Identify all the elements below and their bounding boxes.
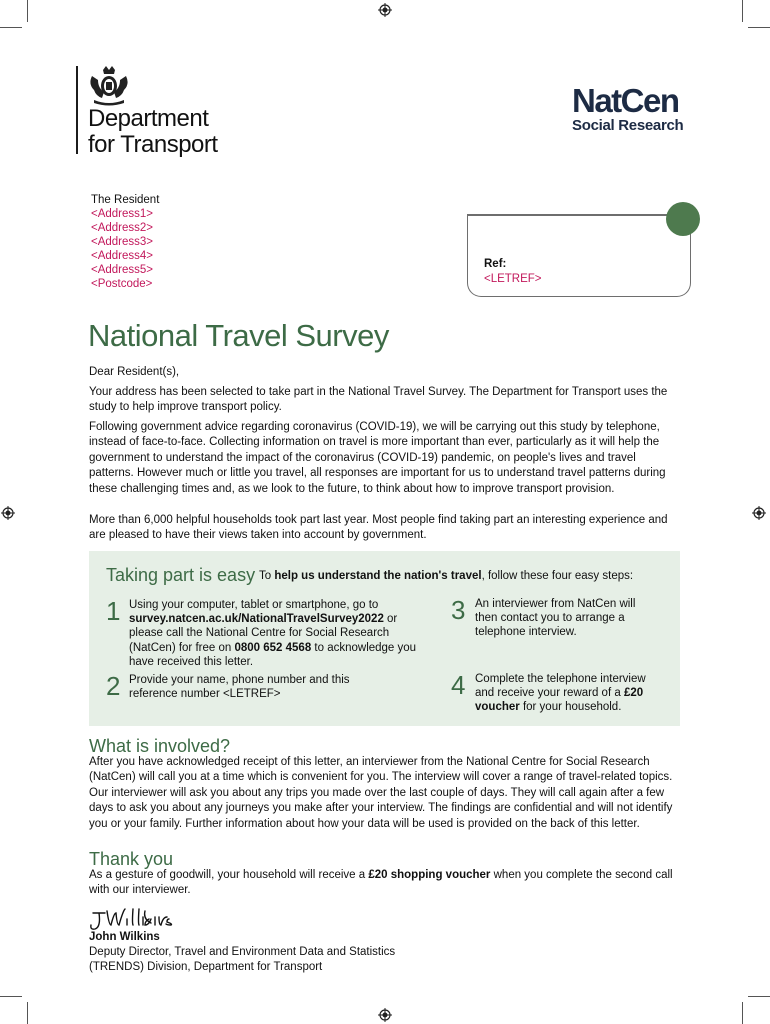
step-number: 1 (106, 596, 121, 626)
address-line: <Address3> (91, 236, 154, 248)
registration-mark-icon (378, 3, 392, 17)
involved-text: After you have acknowledged receipt of this letter, an interviewer from the National Centre for Social Research (NatCen) will call you at a time which is convenient for you. The interview will cover a range of travel-related topics. Our interviewer will ask you about any trips you made over the last couple of days. They will call again after a few days to ask you about any journeys you make after your interview. The findings are confidential and will not identify you or your family. Further information about how your data will be used is provided on the back of this letter. (89, 756, 673, 830)
natcen-logo (572, 84, 683, 134)
crop-mark (0, 27, 22, 28)
address-block (91, 193, 159, 291)
postcode: <Postcode> (91, 278, 153, 290)
address-line: <Address2> (91, 222, 154, 234)
registration-mark-icon (1, 506, 15, 520)
salutation: Dear Resident(s), (89, 366, 180, 378)
paragraph-households: More than 6,000 helpful households took part last year. Most people find taking part an interesting experience and are pleased to have their views taken into account by government. (89, 514, 668, 542)
dft-line2: for Transport (88, 131, 218, 158)
dft-logo-text (88, 106, 218, 158)
reference-value: <LETREF> (484, 273, 542, 285)
crop-mark (748, 27, 770, 28)
step-number: 2 (106, 671, 121, 701)
natcen-name: NatCen (572, 82, 679, 119)
signatory-role: Deputy Director, Travel and Environment Data and Statistics (TRENDS) Division, Department for Transport (89, 946, 396, 973)
crop-mark (742, 0, 743, 22)
step-1-text: Using your computer, tablet or smartphone, go to survey.natcen.ac.uk/NationalTravelSurvey2022 or please call the National Centre for Social Research (NatCen) for free on 0800 652 4568 to acknowledge you have received this letter. (129, 599, 417, 668)
step-number: 3 (451, 595, 466, 625)
registration-mark-icon (378, 1008, 392, 1022)
thanks-heading: Thank you (89, 849, 174, 869)
reference-box-dot (666, 202, 700, 236)
crop-mark (742, 1002, 743, 1024)
thanks-text: As a gesture of goodwill, your household will receive a £20 shopping voucher when you complete the second call with our interviewer. (89, 869, 673, 897)
crop-mark (27, 0, 28, 22)
steps-intro: To help us understand the nation's travel, follow these four easy steps: (259, 570, 634, 582)
step-4-text: Complete the telephone interview and receive your reward of a £20 voucher for your household. (475, 673, 646, 714)
address-line: <Address1> (91, 208, 154, 220)
step-2-text: Provide your name, phone number and this reference number <LETREF> (129, 674, 350, 701)
crop-mark (0, 996, 22, 997)
dft-line1: Department (88, 105, 209, 132)
crop-mark (27, 1002, 28, 1024)
address-line: <Address4> (91, 250, 154, 262)
dft-logo-bar (76, 66, 78, 154)
natcen-tagline: Social Research (572, 117, 684, 134)
recipient: The Resident (91, 194, 160, 206)
paragraph-intro: Your address has been selected to take part in the National Travel Survey. The Department for Transport uses the study to help improve transport policy. (89, 386, 668, 414)
crop-mark (748, 996, 770, 997)
step-3-text: An interviewer from NatCen will then contact you to arrange a telephone interview. (475, 598, 636, 639)
registration-mark-icon (752, 506, 766, 520)
address-line: <Address5> (91, 264, 154, 276)
survey-link[interactable]: survey.natcen.ac.uk/NationalTravelSurvey2022 (129, 613, 384, 626)
page-title: National Travel Survey (88, 318, 389, 353)
steps-heading: Taking part is easy (106, 565, 256, 585)
reference-label: Ref: (484, 258, 507, 270)
step-number: 4 (451, 670, 466, 700)
reference-box-top (467, 214, 667, 216)
phone-number: 0800 652 4568 (234, 641, 312, 654)
signatory-name: John Wilkins (89, 931, 160, 943)
involved-heading: What is involved? (89, 736, 231, 756)
royal-crest-icon (86, 64, 132, 106)
paragraph-covid: Following government advice regarding coronavirus (COVID-19), we will be carrying out this study by telephone, instead of face-to-face. Collecting information on travel is more important than ever, particularly as it will help the government to understand the impact of the coronavirus (COVID-19) pandemic, on people's lives and travel patterns. However much or little you travel, all responses are important for us to understand travel patterns during these challenging times and, as we look to the future, to think about how to improve transport provision. (89, 421, 666, 495)
